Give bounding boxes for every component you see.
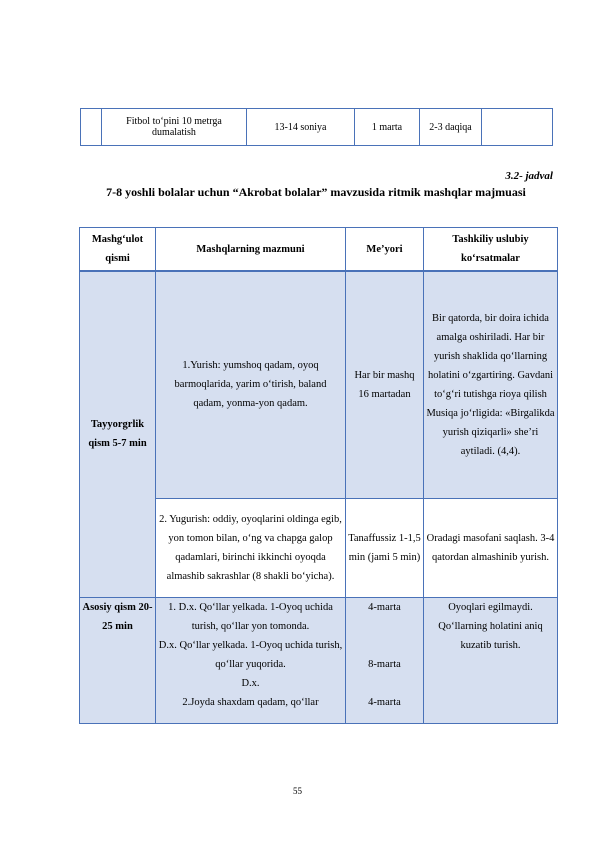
norm-cell xyxy=(346,597,424,723)
guidance-cell: Oyoqlari egilmaydi. Qo‘llarning holatini aniq kuzatib turish. xyxy=(424,597,558,723)
guidance-cell: Bir qatorda, bir doira ichida amalga oshiriladi. Har bir yurish shaklida qo‘llarning holatini o‘zgartiring. Gavdani to‘g‘ri tutishga rioya qilish Musiqa jo‘rligida: «Birgalikda yurish qiziqarli» she’ri aytiladi. (4,4). xyxy=(424,271,558,498)
exercise-content-cell: 2. Yugurish: oddiy, oyoqlarini oldinga egib, yon tomon bilan, o‘ng va chapga galop qadamlari, birinchi ikkinchi oyoqda almashib sakrashlar (8 shakli bo‘yicha). xyxy=(156,498,346,597)
rhythmic-exercises-table xyxy=(79,227,558,724)
duration-cell: 13-14 soniya xyxy=(247,109,355,146)
column-header: Mashg‘ulot qismi xyxy=(80,228,156,272)
table-header-row xyxy=(80,228,558,272)
lesson-part-label: Tayyorgrlik qism 5-7 min xyxy=(88,419,147,450)
norm-line xyxy=(348,636,421,655)
exercise-content-cell xyxy=(156,597,346,723)
norm-cell: Har bir mashq 16 martadan xyxy=(346,271,424,498)
column-header: Me’yori xyxy=(346,228,424,272)
exercise-line: 2.Joyda shaxdam qadam, qo‘llar xyxy=(182,696,319,708)
guidance-cell: Oradagi masofani saqlash. 3-4 qatordan almashinib yurish. xyxy=(424,498,558,597)
exercise-name-cell: Fitbol to‘pini 10 metrga dumalatish xyxy=(102,109,247,146)
time-cell: 2-3 daqiqa xyxy=(420,109,482,146)
table-row xyxy=(81,109,553,146)
norm-line xyxy=(348,674,421,693)
norm-line: 4-marta xyxy=(368,601,401,613)
exercise-content-cell: 1.Yurish: yumshoq qadam, oyoq barmoqlarida, yarim o‘tirish, baland qadam, yonma-yon qadam. xyxy=(156,271,346,498)
norm-line xyxy=(348,617,421,636)
table-cell xyxy=(81,109,102,146)
table-title: 7-8 yoshli bolalar uchun “Akrobat bolalar” mavzusida ritmik mashqlar majmuasi xyxy=(106,185,526,199)
page-number: 55 xyxy=(293,786,302,796)
repetition-cell: 1 marta xyxy=(355,109,420,146)
exercise-line: D.x. xyxy=(241,677,260,689)
lesson-part-cell xyxy=(80,271,156,597)
column-header: Mashqlarning mazmuni xyxy=(156,228,346,272)
lesson-part-cell: Asosiy qism 20-25 min xyxy=(80,597,156,723)
table-row xyxy=(80,597,558,723)
norm-cell: Tanaffussiz 1-1,5 min (jami 5 min) xyxy=(346,498,424,597)
norm-line: 4-marta xyxy=(368,696,401,708)
exercise-table-fragment xyxy=(80,108,553,146)
table-cell xyxy=(482,109,553,146)
exercise-line: 1. D.x. Qo‘llar yelkada. 1-Oyoq uchida turish, qo‘llar yon tomonda. xyxy=(168,601,333,632)
exercise-line: D.x. Qo‘llar yelkada. 1-Oyoq uchida turish, qo‘llar yuqorida. xyxy=(158,639,343,670)
table-label: 3.2- jadval xyxy=(505,170,553,182)
norm-line: 8-marta xyxy=(368,658,401,670)
table-row xyxy=(80,271,558,498)
column-header: Tashkiliy uslubiy ko‘rsatmalar xyxy=(424,228,558,272)
